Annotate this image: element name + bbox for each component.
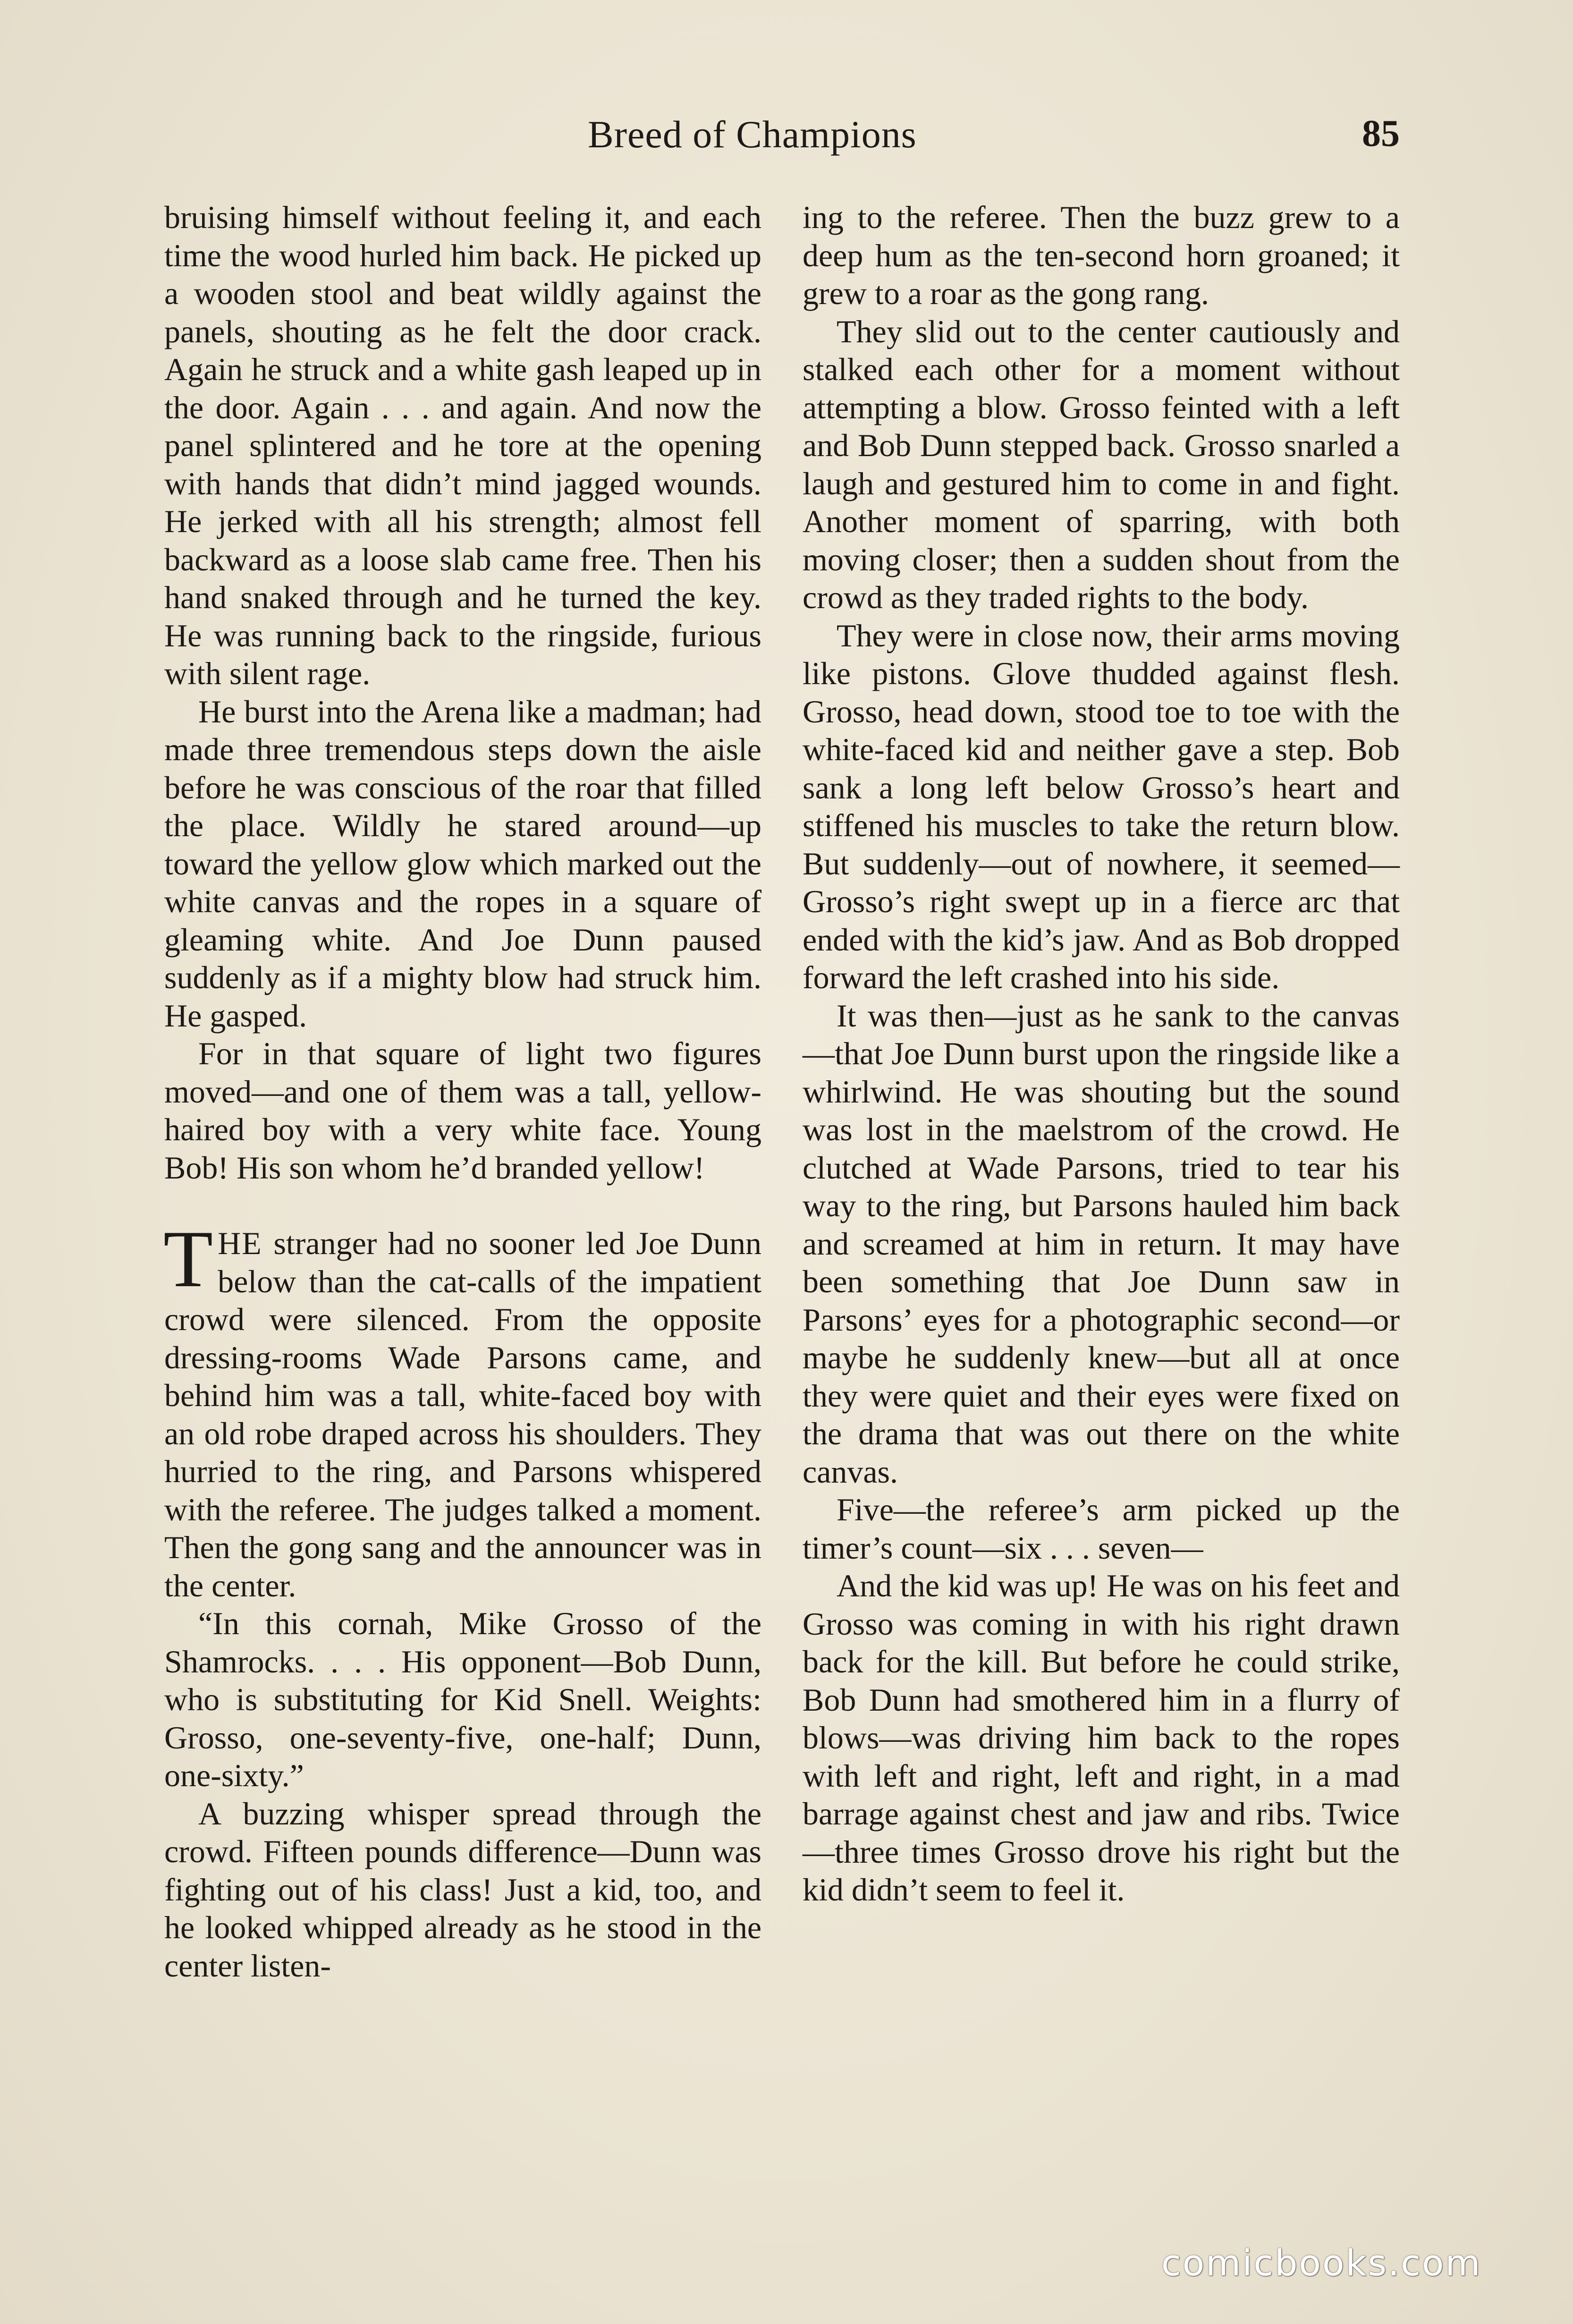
section-opening-paragraph [163, 1214, 761, 1604]
paragraph: He burst into the Arena like a madman; had made three tremendous steps down the aisle before he was conscious of the roar that filled the place. Wildly he stared around—up toward the yellow glow which marked out the white canvas and the ropes in a square of gleaming white. And Joe Dunn paused suddenly as if a mighty blow had struck him. He gasped. [164, 693, 761, 1034]
paragraph: They were in close now, their arms moving like pistons. Glove thudded against flesh. Grosso, head down, stood toe to toe with the white-faced kid and neither gave a step. Bob sank a long left below Grosso’s heart and stiffened his muscles to take the return blow. But suddenly—out of nowhere, it seemed—Grosso’s right swept up in a fierce arc that ended with the kid’s jaw. And as Bob dropped forward the left crashed into his side. [803, 617, 1400, 995]
paragraph: Five—the referee’s arm picked up the timer’s count—six . . . seven— [803, 1492, 1400, 1566]
running-head [0, 112, 1573, 164]
running-title: Breed of Champions [588, 113, 917, 156]
section-break [164, 1187, 761, 1224]
paragraph: “In this cornah, Mike Grosso of the Shamrocks. . . . His opponent—Bob Dunn, who is substituting for Kid Snell. Weights: Grosso, one-seventy-five, one-half; Dunn, one-sixty.” [164, 1605, 761, 1793]
left-column [164, 198, 761, 2181]
page-number: 85 [1362, 113, 1400, 154]
paragraph: They slid out to the center cautiously and stalked each other for a moment without attempting a blow. Grosso feinted with a left and Bob Dunn stepped back. Grosso snarled a laugh and gestured him to come in and fight. Another moment of sparring, with both moving closer; then a sudden shout from the crowd as they traded rights to the body. [803, 313, 1400, 615]
paragraph: bruising himself without feeling it, and each time the wood hurled him back. He picked up a wooden stool and beat wildly against the panels, shouting as he felt the door crack. Again he struck and a white gash leaped up in the door. Again . . . and again. And now the panel splintered and he tore at the opening with hands that didn’t mind jagged wounds. He jerked with all his strength; almost fell backward as a loose slab came free. Then his hand snaked through and he turned the key. He was running back to the ringside, furious with silent rage. [164, 199, 761, 691]
paragraph: And the kid was up! He was on his feet and Grosso was coming in with his right drawn back for the kill. But before he could strike, Bob Dunn had smothered him in a flurry of blows—was driving him back to the ropes with left and right, left and right, in a mad barrage against chest and jaw and ribs. Twice—three times Grosso drove his right but the kid didn’t seem to feel it. [803, 1568, 1400, 1908]
paragraph: ing to the referee. Then the buzz grew to a deep hum as the ten-second horn groaned; it grew to a roar as the gong rang. [803, 199, 1400, 311]
right-column [803, 198, 1400, 2181]
watermark: comicbooks.com [1161, 2242, 1482, 2284]
paragraph: For in that square of light two figures moved—and one of them was a tall, yellow-haired boy with a very white face. Young Bob! His son whom he’d branded yellow! [164, 1035, 761, 1186]
paragraph: It was then—just as he sank to the canvas—that Joe Dunn burst upon the ringside like a whirlwind. He was shouting but the sound was lost in the maelstrom of the crowd. He clutched at Wade Parsons, tried to tear his way to the ring, but Parsons hauled him back and screamed at him in return. It may have been something that Joe Dunn saw in Parsons’ eyes for a photographic second—or maybe he suddenly knew—but all at once they were quiet and their eyes were fixed on the drama that was out there on the white canvas. [803, 997, 1400, 1490]
drop-cap: T [163, 1214, 213, 1304]
lead-in-caps: HE [218, 1225, 262, 1261]
opening-text: stranger had no sooner led Joe Dunn below than the cat-calls of the impatient crowd were silenced. From the opposite dressing-rooms Wade Parsons came, and behind him was a tall, white-faced boy with an old robe draped across his shoulders. They hurried to the ring, and Parsons whispered with the referee. The judges talked a moment. Then the gong sang and the announcer was in the center. [164, 1225, 761, 1603]
paragraph: A buzzing whisper spread through the crowd. Fifteen pounds difference—Dunn was fighting out of his class! Just a kid, too, and he looked whipped already as he stood in the center listen- [164, 1795, 761, 1984]
